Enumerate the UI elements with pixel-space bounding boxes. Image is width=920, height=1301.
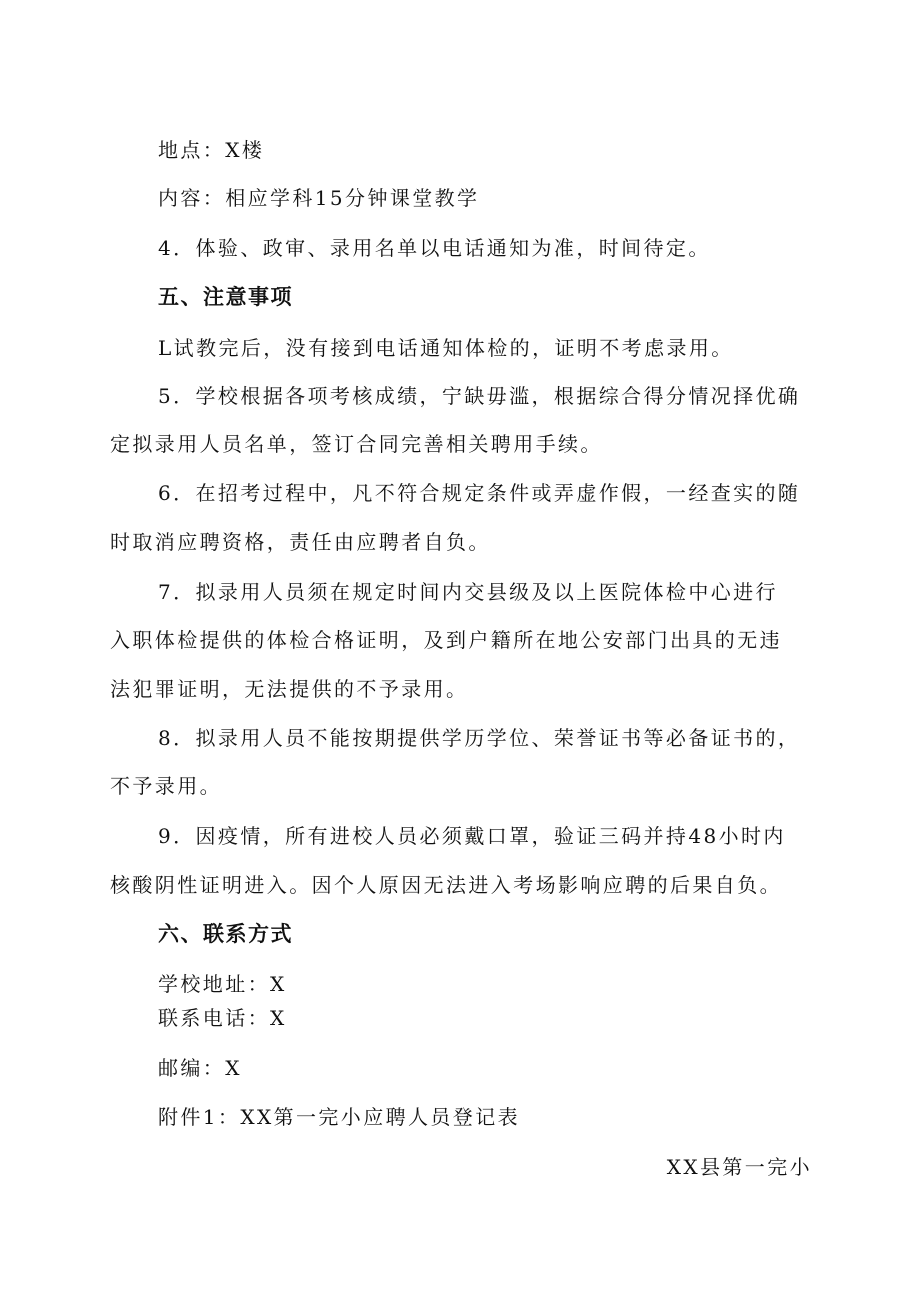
item-6-line-2: 时取消应聘资格，责任由应聘者自负。 bbox=[110, 530, 491, 554]
section-heading-notes: 五、注意事项 bbox=[158, 285, 293, 309]
item-5-line-2: 定拟录用人员名单，签订合同完善相关聘用手续。 bbox=[110, 432, 603, 456]
section-heading-contact: 六、联系方式 bbox=[158, 922, 293, 946]
item-1: L试教完后，没有接到电话通知体检的，证明不考虑录用。 bbox=[158, 336, 734, 360]
school-address: 学校地址：X bbox=[158, 972, 287, 996]
item-8-line-1: 8．拟录用人员不能按期提供学历学位、荣誉证书等必备证书的， bbox=[158, 726, 801, 750]
item-9-line-1: 9．因疫情，所有进校人员必须戴口罩，验证三码并持48小时内 bbox=[158, 824, 786, 848]
contact-phone: 联系电话：X bbox=[158, 1006, 287, 1030]
text-location: 地点：X楼 bbox=[158, 138, 265, 162]
item-7-line-2: 入职体检提供的体检合格证明，及到户籍所在地公安部门出具的无违 bbox=[110, 628, 782, 652]
item-7-line-1: 7．拟录用人员须在规定时间内交县级及以上医院体检中心进行 bbox=[158, 580, 778, 604]
item-9-line-2: 核酸阴性证明进入。因个人原因无法进入考场影响应聘的后果自负。 bbox=[110, 873, 782, 897]
text-content: 内容：相应学科15分钟课堂教学 bbox=[158, 186, 480, 210]
item-7-line-3: 法犯罪证明，无法提供的不予录用。 bbox=[110, 677, 469, 701]
item-5-line-1: 5．学校根据各项考核成绩，宁缺毋滥，根据综合得分情况择优确 bbox=[158, 384, 801, 408]
item-6-line-1: 6．在招考过程中，凡不符合规定条件或弄虚作假，一经查实的随 bbox=[158, 481, 801, 505]
item-4: 4．体验、政审、录用名单以电话通知为准，时间待定。 bbox=[158, 236, 711, 260]
item-8-line-2: 不予录用。 bbox=[110, 774, 222, 798]
signature-school: XX县第一完小 bbox=[666, 1155, 812, 1179]
postal-code: 邮编：X bbox=[158, 1056, 242, 1080]
attachment-line: 附件1：XX第一完小应聘人员登记表 bbox=[158, 1105, 521, 1129]
